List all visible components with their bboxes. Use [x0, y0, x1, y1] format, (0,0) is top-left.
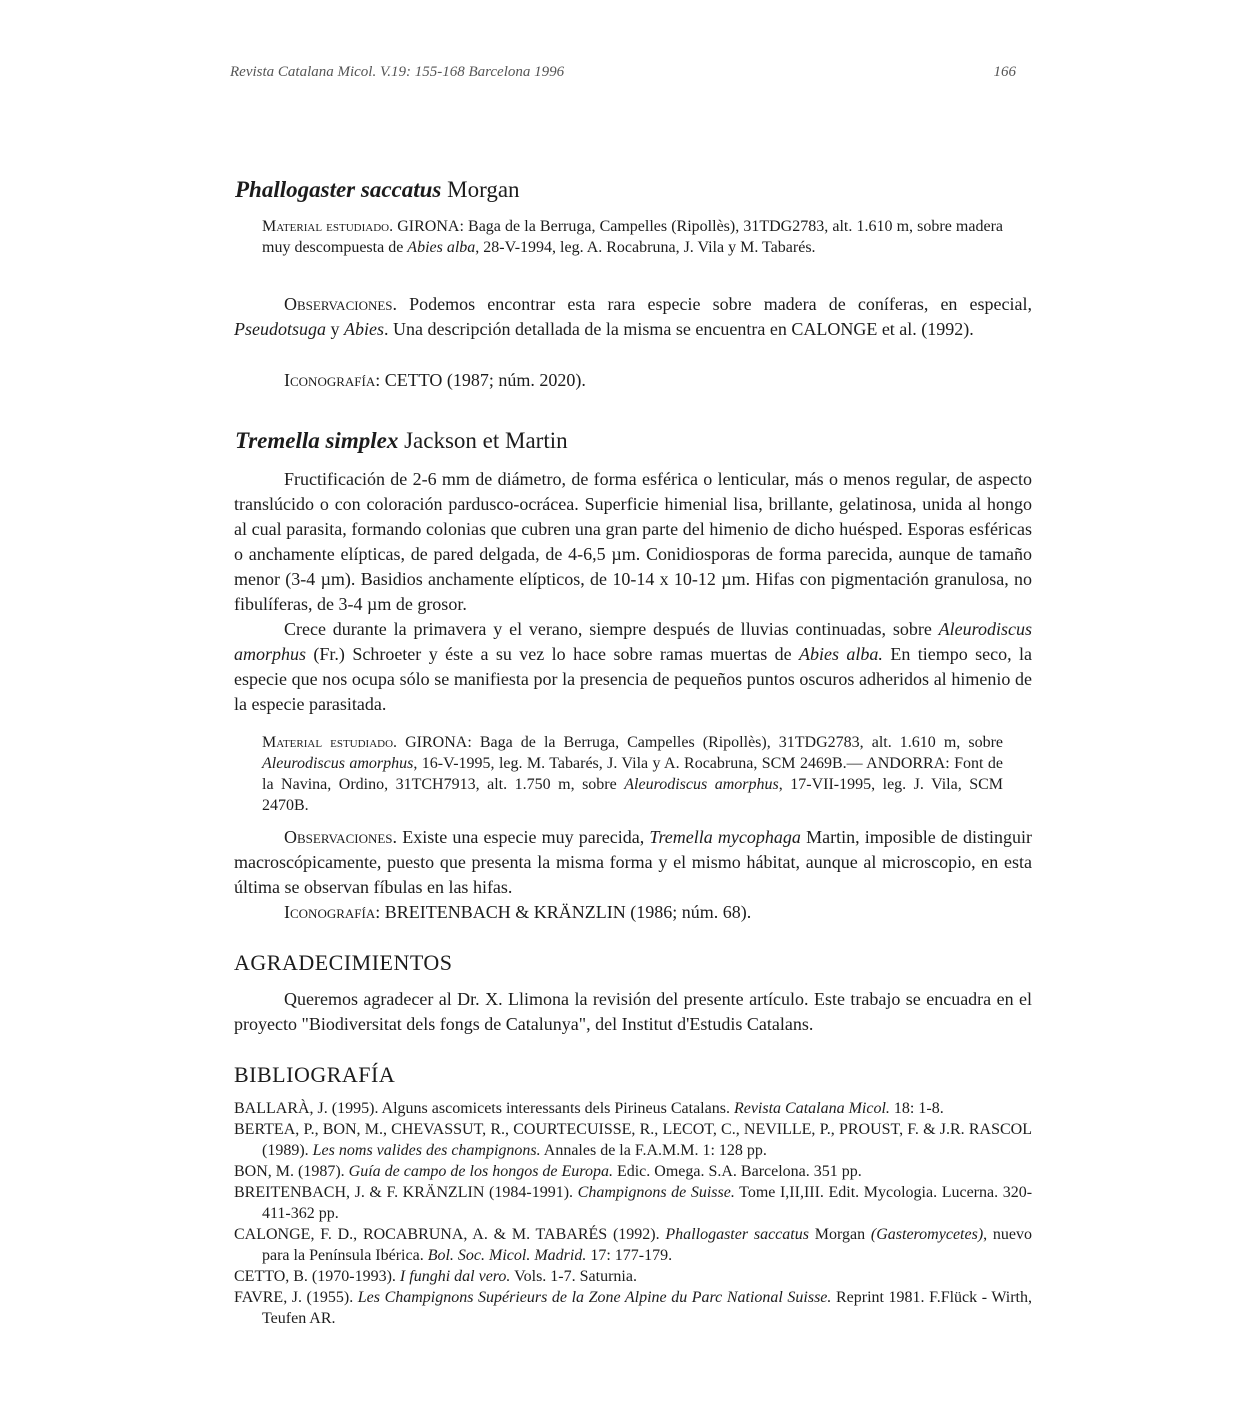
bib-title: Les noms valides des champignons.	[312, 1142, 541, 1159]
observ-text-2: Martin, imposible de distinguir macroscópicamente, puesto que presenta la misma forma y el mismo hábitat, aunque al microscopio, en esta última se observan fíbulas en las hifas.	[234, 827, 1033, 897]
bib-title-author: Morgan	[814, 1226, 866, 1243]
bib-authors: FAVRE, J. (1955).	[234, 1289, 354, 1306]
observ-label: Observaciones.	[284, 827, 398, 847]
habit-host-2: Abies alba.	[799, 644, 883, 664]
bib-title: Les Champignons Supérieurs de la Zone Alpine du Parc National Suisse.	[357, 1289, 832, 1306]
habit-host-1: Aleurodiscus amorphus	[234, 619, 1032, 664]
bib-authors: BON, M. (1987).	[234, 1163, 345, 1180]
habit-text-2: (Fr.) Schroeter y éste a su vez lo hace sobre ramas muertas de	[313, 644, 792, 664]
material-host-2: Aleurodiscus amorphus	[624, 776, 779, 793]
acknowledgements-text: Queremos agradecer al Dr. X. Llimona la revisión del presente artículo. Este trabajo se encuadra en el proyecto "Biodiversitat dels fongs de Catalunya", del Institut d'Estudis Catalans.	[234, 989, 1032, 1034]
material-studied-tremella	[262, 732, 1003, 816]
bib-entry-ballara	[234, 1098, 1032, 1119]
observ-genus-1: Pseudotsuga	[234, 319, 326, 339]
bib-entry-calonge	[234, 1224, 1032, 1266]
material-text-2: , 28-V-1994, leg. A. Rocabruna, J. Vila y M. Tabarés.	[475, 239, 816, 256]
material-label: Material estudiado.	[262, 218, 394, 235]
bib-title: Phallogaster saccatus	[665, 1226, 809, 1243]
material-text: GIRONA: Baga de la Berruga, Campelles (Ripollès), 31TDG2783, alt. 1.610 m, sobre madera muy descompuesta de	[262, 218, 1004, 256]
observ-label: Observaciones.	[284, 294, 398, 314]
bib-authors: CALONGE, F. D., ROCABRUNA, A. & M. TABARÉS (1992).	[234, 1226, 660, 1243]
observations-phallogaster	[234, 292, 1032, 342]
icono-label: Iconografía:	[284, 370, 381, 390]
observ-text-1: Podemos encontrar esta rara especie sobre madera de coníferas, en especial,	[409, 294, 1033, 314]
bib-title: Champignons de Suisse.	[577, 1184, 735, 1201]
species-title-tremella	[235, 427, 568, 455]
observations-tremella	[234, 825, 1032, 900]
bib-title-group: (Gasteromycetes)	[870, 1226, 984, 1243]
habit-text-3: En tiempo seco, la especie que nos ocupa sólo se manifiesta por la presencia de pequeños puntos oscuros adheridos al himenio de la especie parasitada.	[234, 644, 1033, 714]
species-author: Jackson et Martin	[404, 428, 568, 453]
material-text-1: GIRONA: Baga de la Berruga, Campelles (Ripollès), 31TDG2783, alt. 1.610 m, sobre	[405, 734, 1003, 751]
bib-title: I funghi dal vero.	[399, 1268, 511, 1285]
bib-entry-bon	[234, 1161, 1032, 1182]
bib-source: Vols. 1-7. Saturnia.	[514, 1268, 637, 1285]
bib-source: Tome I,II,III. Edit. Mycologia. Lucerna. 320-411-362 pp.	[262, 1184, 1033, 1222]
iconography-phallogaster	[284, 368, 1032, 393]
species-name: Tremella simplex	[235, 428, 399, 453]
observ-genus-2: Abies	[344, 319, 384, 339]
bib-authors: BERTEA, P., BON, M., CHEVASSUT, R., COURTECUISSE, R., LECOT, C., NEVILLE, P., PROUST, F. & J.R. RASCOL (1989).	[234, 1121, 1032, 1159]
page-number: 166	[993, 64, 1016, 80]
icono-label: Iconografía:	[284, 902, 381, 922]
bibliography-list	[234, 1098, 1032, 1329]
bib-journal: Revista Catalana Micol.	[733, 1100, 890, 1117]
journal-citation: Revista Catalana Micol. V.19: 155-168 Barcelona 1996	[230, 64, 565, 80]
material-label: Material estudiado.	[262, 734, 398, 751]
habitat-tremella	[234, 617, 1032, 717]
bib-entry-cetto	[234, 1266, 1032, 1287]
bib-entry-bertea	[234, 1119, 1032, 1161]
observ-text-3: . Una descripción detallada de la misma se encuentra en CALONGE et al. (1992).	[384, 319, 974, 339]
bib-title-rest: , nuevo para la Península Ibérica.	[262, 1226, 1033, 1264]
description-tremella	[234, 467, 1032, 617]
bib-authors: BALLARÀ, J. (1995). Alguns ascomicets interessants dels Pirineus Catalans.	[234, 1100, 730, 1117]
iconography-tremella	[284, 900, 1032, 925]
habit-text-1: Crece durante la primavera y el verano, siempre después de lluvias continuadas, sobre	[284, 619, 932, 639]
running-head	[230, 64, 1030, 86]
bib-authors: BREITENBACH, J. & F. KRÄNZLIN (1984-1991).	[234, 1184, 574, 1201]
description-text: Fructificación de 2-6 mm de diámetro, de forma esférica o lenticular, más o menos regular, de aspecto translúcido o con coloración pardusco-ocrácea. Superficie himenial lisa, brillante, gelatinosa, unida al hongo al cual parasita, formando colonias que cubren una gran parte del himenio de dicho huésped. Esporas esféricas o anchamente elípticas, de pared delgada, de 4-6,5 µm. Conidiosporas de forma parecida, aunque de tamaño menor (3-4 µm). Basidios anchamente elípticos, de 10-14 x 10-12 µm. Hifas con pigmentación granulosa, no fibulíferas, de 3-4 µm de grosor.	[234, 469, 1032, 614]
icono-text: BREITENBACH & KRÄNZLIN (1986; núm. 68).	[384, 902, 752, 922]
bib-journal: Bol. Soc. Micol. Madrid.	[427, 1247, 587, 1264]
material-host-1: Aleurodiscus amorphus	[262, 755, 414, 772]
species-author: Morgan	[447, 177, 520, 202]
material-host: Abies alba	[407, 239, 476, 256]
bib-entry-favre	[234, 1287, 1032, 1329]
material-studied-phallogaster	[262, 216, 1003, 258]
observ-text-2: y	[330, 319, 340, 339]
bib-pages: 17: 177-179.	[590, 1247, 673, 1264]
bib-source: Annales de la F.A.M.M. 1: 128 pp.	[543, 1142, 767, 1159]
acknowledgements-heading: AGRADECIMIENTOS	[234, 950, 453, 975]
material-text-2: , 16-V-1995, leg. M. Tabarés, J. Vila y A. Rocabruna, SCM 2469B.— ANDORRA: Font de la Navina, Ordino, 31TCH7913, alt. 1.750 m, sobre	[262, 755, 1003, 793]
bib-title: Guía de campo de los hongos de Europa.	[348, 1163, 613, 1180]
material-text-3: , 17-VII-1995, leg. J. Vila, SCM 2470B.	[262, 776, 1004, 814]
observ-text-1: Existe una especie muy parecida,	[402, 827, 645, 847]
bib-pages: 18: 1-8.	[893, 1100, 944, 1117]
species-title-phallogaster	[235, 176, 520, 204]
observ-species: Tremella mycophaga	[649, 827, 801, 847]
bib-authors: CETTO, B. (1970-1993).	[234, 1268, 396, 1285]
bib-source: Edic. Omega. S.A. Barcelona. 351 pp.	[616, 1163, 862, 1180]
species-name: Phallogaster saccatus	[235, 177, 442, 202]
bib-source: Reprint 1981. F.Flück - Wirth, Teufen AR.	[262, 1289, 1032, 1327]
bibliography-heading: BIBLIOGRAFÍA	[234, 1062, 396, 1087]
icono-text: CETTO (1987; núm. 2020).	[384, 370, 586, 390]
bib-entry-breitenbach	[234, 1182, 1032, 1224]
